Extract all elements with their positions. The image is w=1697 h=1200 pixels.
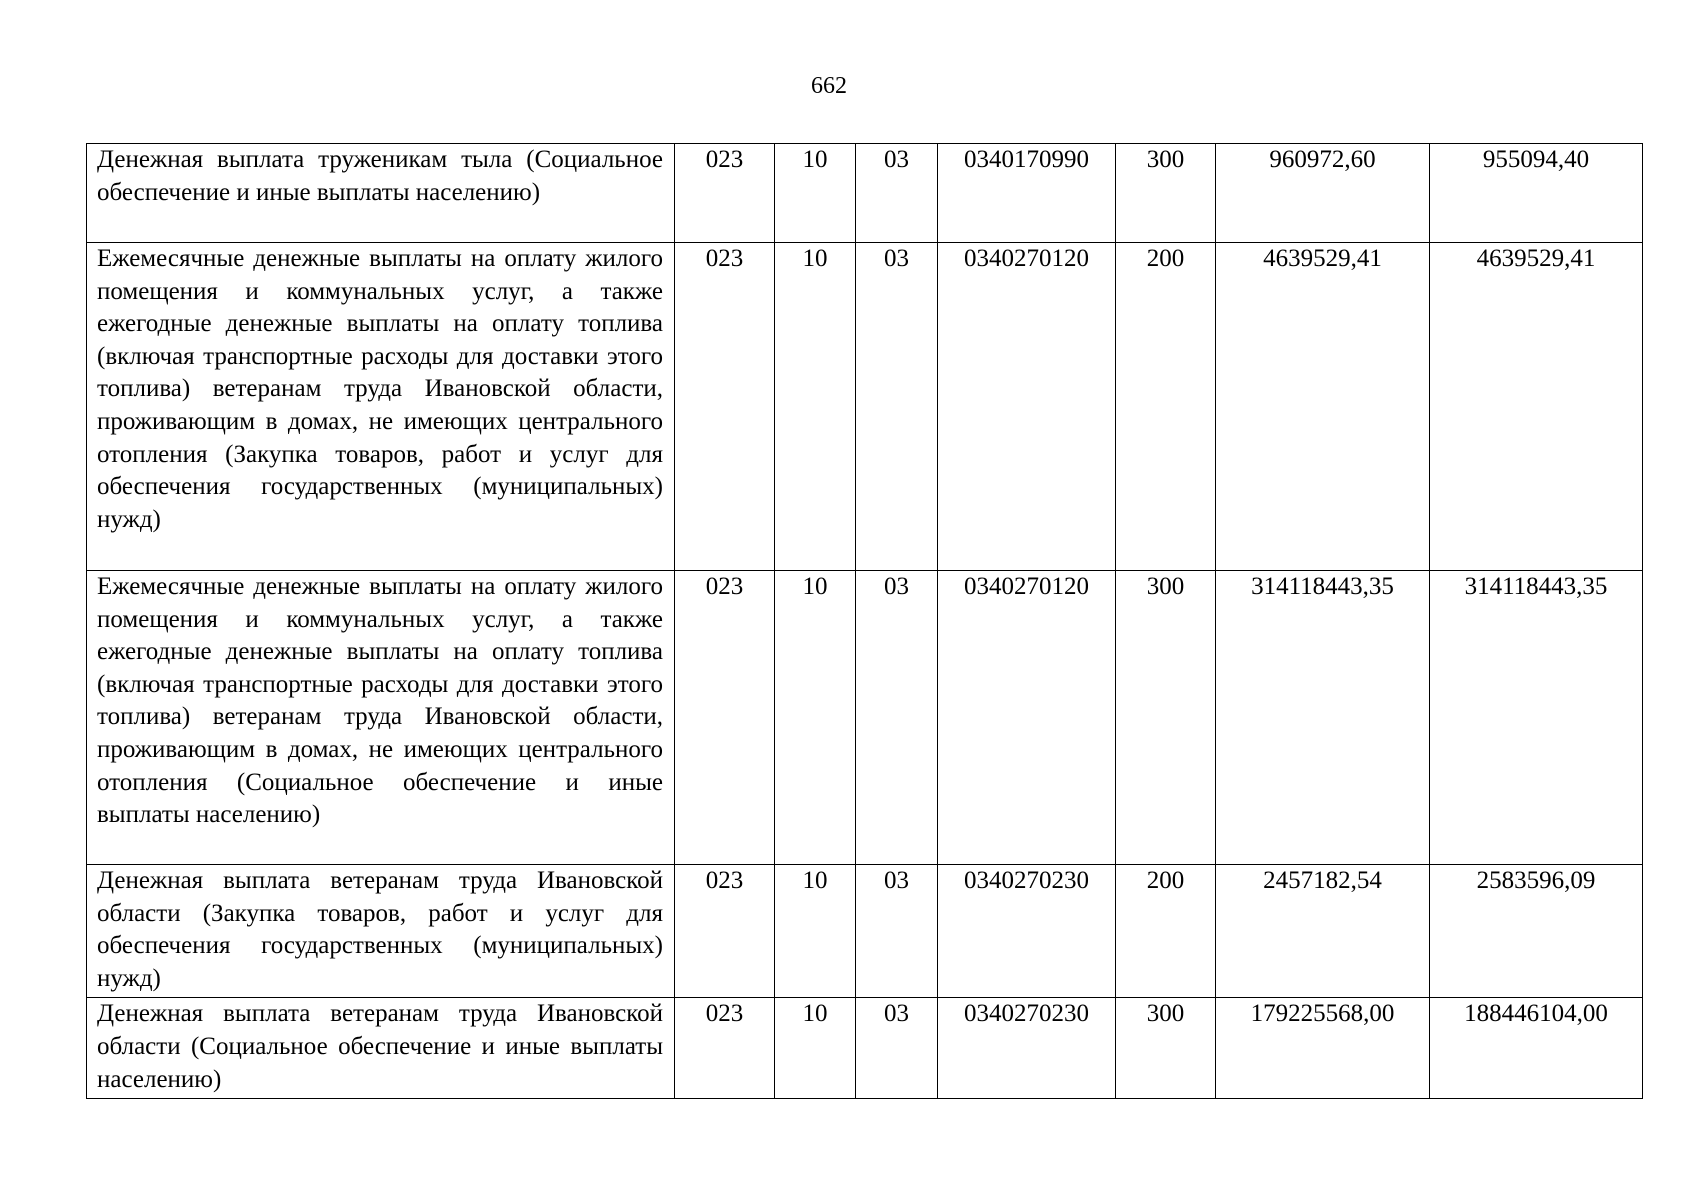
subsection-code: 03 — [856, 865, 938, 998]
subsection-code: 03 — [856, 243, 938, 571]
ministry-code: 023 — [675, 144, 775, 243]
expense-description: Денежная выплата ветеранам труда Ивановской области (Закупка товаров, работ и услуг для обеспечения государственных (муниципальных) нужд) — [87, 865, 675, 998]
expense-description: Денежная выплата ветеранам труда Ивановской области (Социальное обеспечение и иные выплаты населению) — [87, 998, 675, 1099]
target-article-code: 0340170990 — [938, 144, 1116, 243]
table-row — [87, 144, 1643, 243]
target-article-code: 0340270230 — [938, 998, 1116, 1099]
expense-type-code: 300 — [1116, 144, 1216, 243]
expense-type-code: 200 — [1116, 243, 1216, 571]
amount-cell: 2583596,09 — [1430, 865, 1643, 998]
table-row — [87, 243, 1643, 571]
expense-type-code: 300 — [1116, 998, 1216, 1099]
target-article-code: 0340270230 — [938, 865, 1116, 998]
table-row — [87, 865, 1643, 998]
amount-cell: 4639529,41 — [1216, 243, 1430, 571]
expense-type-code: 300 — [1116, 571, 1216, 865]
target-article-code: 0340270120 — [938, 243, 1116, 571]
ministry-code: 023 — [675, 571, 775, 865]
section-code: 10 — [775, 571, 856, 865]
amount-cell: 2457182,54 — [1216, 865, 1430, 998]
section-code: 10 — [775, 144, 856, 243]
ministry-code: 023 — [675, 998, 775, 1099]
expense-description: Денежная выплата труженикам тыла (Социальное обеспечение и иные выплаты населению) — [87, 144, 675, 243]
section-code: 10 — [775, 998, 856, 1099]
amount-cell: 955094,40 — [1430, 144, 1643, 243]
expense-description: Ежемесячные денежные выплаты на оплату жилого помещения и коммунальных услуг, а также ежегодные денежные выплаты на оплату топлива (включая транспортные расходы для доставки этого топлива) ветеранам труда Ивановской области, проживающим в домах, не имеющих центрального отопления (Закупка товаров, работ и услуг для обеспечения государственных (муниципальных) нужд) — [87, 243, 675, 571]
section-code: 10 — [775, 865, 856, 998]
amount-cell: 314118443,35 — [1430, 571, 1643, 865]
amount-cell: 188446104,00 — [1430, 998, 1643, 1099]
expense-description: Ежемесячные денежные выплаты на оплату жилого помещения и коммунальных услуг, а также ежегодные денежные выплаты на оплату топлива (включая транспортные расходы для доставки этого топлива) ветеранам труда Ивановской области, проживающим в домах, не имеющих центрального отопления (Социальное обеспечение и иные выплаты населению) — [87, 571, 675, 865]
target-article-code: 0340270120 — [938, 571, 1116, 865]
ministry-code: 023 — [675, 865, 775, 998]
section-code: 10 — [775, 243, 856, 571]
amount-cell: 4639529,41 — [1430, 243, 1643, 571]
subsection-code: 03 — [856, 571, 938, 865]
subsection-code: 03 — [856, 144, 938, 243]
table-row — [87, 998, 1643, 1099]
amount-cell: 960972,60 — [1216, 144, 1430, 243]
ministry-code: 023 — [675, 243, 775, 571]
amount-cell: 314118443,35 — [1216, 571, 1430, 865]
subsection-code: 03 — [856, 998, 938, 1099]
amount-cell: 179225568,00 — [1216, 998, 1430, 1099]
table-row — [87, 571, 1643, 865]
expense-type-code: 200 — [1116, 865, 1216, 998]
budget-table — [86, 143, 1643, 1099]
page-number: 662 — [811, 73, 847, 99]
